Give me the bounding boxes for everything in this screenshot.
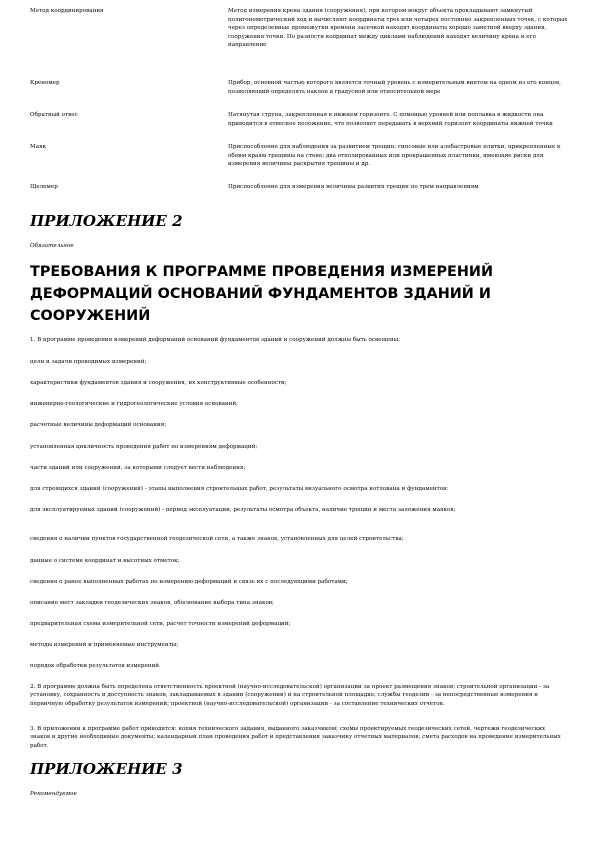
- paragraph: 1. В программе проведения измерений деформаций оснований фундаментов зданий и сооружений должны быть освещены:: [30, 337, 401, 343]
- appendix-3-heading: ПРИЛОЖЕНИЕ 3: [30, 760, 183, 778]
- definition-description: Метод измерения крена здания (сооружения), при котором вокруг объекта прокладывают замкнутый полигонометрический ход и вычисляют координаты трех или четырех постоянно закрепленных точек, с которых через определенные промежутки времени засечкой находят координаты хорошо заметной вверху здания, сооружения точки. По разности координат между циклами наблюдений находят величину крена и его направление: [228, 8, 568, 49]
- list-item: предварительная схема измерительной сети, расчет точности измерений деформаций;: [30, 621, 291, 627]
- definition-description: Приспособление для измерения величины развития трещин по трем направлениям: [228, 184, 479, 190]
- definition-row: [30, 183, 570, 193]
- appendix-3-status: Рекомендуемое: [30, 791, 77, 797]
- definitions-table: [30, 7, 570, 193]
- document-title: ТРЕБОВАНИЯ К ПРОГРАММЕ ПРОВЕДЕНИЯ ИЗМЕРЕНИЙ ДЕФОРМАЦИЙ ОСНОВАНИЙ ФУНДАМЕНТОВ ЗДАНИЙ И СООРУЖЕНИЙ: [30, 264, 493, 324]
- list-item: цели и задачи проводимых измерений;: [30, 359, 147, 365]
- list-item: части зданий или сооружений, за которыми следует вести наблюдения;: [30, 465, 246, 471]
- list-item: данные о системе координат и высотных отметок;: [30, 558, 180, 564]
- definition-row: [30, 79, 570, 111]
- list-item: сведения о наличии пунктов государственной геодезической сети, а также знаков, установленных для целей строительства;: [30, 536, 404, 542]
- list-item: сведения о ранее выполненных работах по измерению деформаций и связь их с последующими работами;: [30, 579, 348, 585]
- requirements-body: [30, 336, 566, 757]
- list-item: расчетные величины деформаций основания;: [30, 422, 167, 428]
- definition-row: [30, 143, 570, 183]
- definition-term: Креномер: [30, 80, 60, 86]
- paragraph: 3. В приложении к программе работ приводятся: копия технического задания, выданного заказчиком; схемы проектируемых геодезических сетей, чертежи геодезических знаков и другие необходимые документы; календарный план проведения работ и представления заказчику отчетных материалов; смета расходов на проведение измерительных работ.: [30, 726, 561, 749]
- list-item: методы измерений и применяемые инструменты;: [30, 642, 179, 648]
- list-item: характеристики фундаментов здания и сооружения, их конструктивные особенности;: [30, 380, 287, 386]
- list-item: для эксплуатируемых зданий (сооружений) - период эксплуатации, результаты осмотра объекта, наличие трещин и места заложения маяков;: [30, 507, 456, 513]
- definition-term: Щелемер: [30, 184, 58, 190]
- list-item: порядок обработки результатов измерений.: [30, 663, 161, 669]
- definition-description: Прибор, основной частью которого является точный уровень с измерительным винтом на одном из его концов, позволяющий определять наклон в градусной или относительной мере: [228, 80, 561, 95]
- list-item: для строящихся зданий (сооружений) - этапы выполнения строительных работ, результаты визуального осмотра котлована и фундаментов;: [30, 486, 449, 492]
- definition-term: Маяк: [30, 144, 47, 150]
- appendix-2-status: Обязательное: [30, 243, 74, 249]
- list-item: установленная цикличность проведения работ по измерениям деформаций;: [30, 444, 258, 450]
- definition-term: Обратный отвес: [30, 112, 78, 118]
- definition-row: [30, 111, 570, 143]
- list-item: инженерно-геологические и гидрогеологические условия оснований;: [30, 401, 239, 407]
- list-item: описание мест закладки геодезических знаков, обоснование выбора типа знаков;: [30, 600, 274, 606]
- paragraph: 2. В программе должна быть определена ответственность проектной (научно-исследовательской) организации за проект размещения знаков; строительной организации - за установку, сохранность и доступность знаков, закладываемых в здании (сооружении) и на строительной площадке; службы геодезии - за непосредственные измерения и первичную обработку результатов измерений; проектной (научно-исследовательской) организации - за составление технических отчетов.: [30, 684, 550, 707]
- definition-term: Метод координирования: [30, 8, 104, 14]
- appendix-2-heading: ПРИЛОЖЕНИЕ 2: [30, 212, 183, 230]
- definition-description: Приспособление для наблюдения за развитием трещин: гипсовые или алебастровые плитки, прикрепленные к обоим краям трещины на стене; два отполированных или прокрашенных пластинки, имеющие риски для измерения величины раскрытия трещины и др.: [228, 144, 561, 168]
- definition-description: Натянутая струна, закрепленная в нижнем горизонте. С помощью уровней или поплавка в жидкости она приводится в отвесное положение, что позволяет передавать в верхний горизонт координаты нижней точки: [228, 112, 553, 127]
- definition-row: [30, 7, 570, 79]
